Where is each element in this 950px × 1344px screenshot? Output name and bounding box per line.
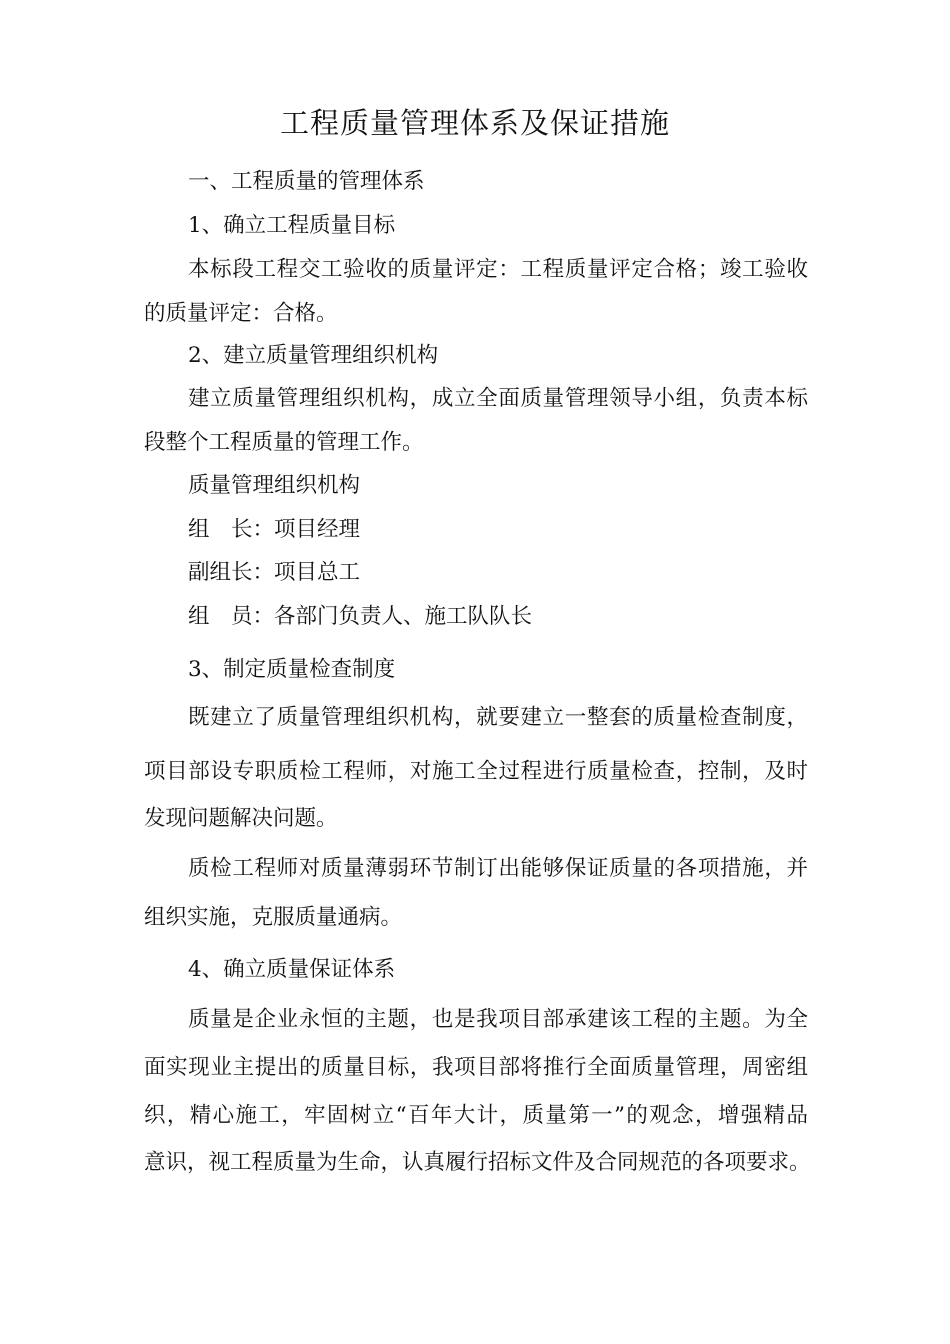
paragraph-line: 意识，视工程质量为生命，认真履行招标文件及合同规范的各项要求。 [144,1150,811,1175]
paragraph-line: 组织实施，克服质量通病。 [144,905,403,930]
paragraph-line: 织，精心施工，牢固树立“百年大计，质量第一”的观念，增强精品 [144,1103,808,1128]
paragraph-line: 质量是企业永恒的主题，也是我项目部承建该工程的主题。为全 [188,1007,808,1032]
org-member-leader: 组 长：项目经理 [188,517,361,542]
paragraph-line: 本标段工程交工验收的质量评定：工程质量评定合格；竣工验收 [188,257,808,282]
subsection-heading-4: 4、确立质量保证体系 [188,957,396,982]
paragraph-line: 质检工程师对质量薄弱环节制订出能够保证质量的各项措施，并 [188,856,808,881]
paragraph-line: 项目部设专职质检工程师，对施工全过程进行质量检查，控制，及时 [144,759,808,784]
paragraph-line: 既建立了质量管理组织机构，就要建立一整套的质量检查制度， [188,705,808,730]
subsection-heading-2: 2、建立质量管理组织机构 [188,343,439,368]
page-title: 工程质量管理体系及保证措施 [279,106,670,140]
paragraph-line: 段整个工程质量的管理工作。 [144,430,424,455]
org-member-deputy: 副组长：项目总工 [188,560,361,585]
paragraph-line: 建立质量管理组织机构，成立全面质量管理领导小组，负责本标 [188,386,808,411]
org-member-members: 组 员：各部门负责人、施工队队长 [188,604,533,629]
section-heading-1: 一、工程质量的管理体系 [188,169,425,194]
paragraph-line: 的质量评定：合格。 [144,301,338,326]
paragraph-line: 发现问题解决问题。 [144,806,338,831]
org-heading: 质量管理组织机构 [188,473,361,498]
subsection-heading-3: 3、制定质量检查制度 [188,657,396,682]
paragraph-line: 面实现业主提出的质量目标，我项目部将推行全面质量管理，周密组 [144,1055,808,1080]
subsection-heading-1: 1、确立工程质量目标 [188,213,396,238]
